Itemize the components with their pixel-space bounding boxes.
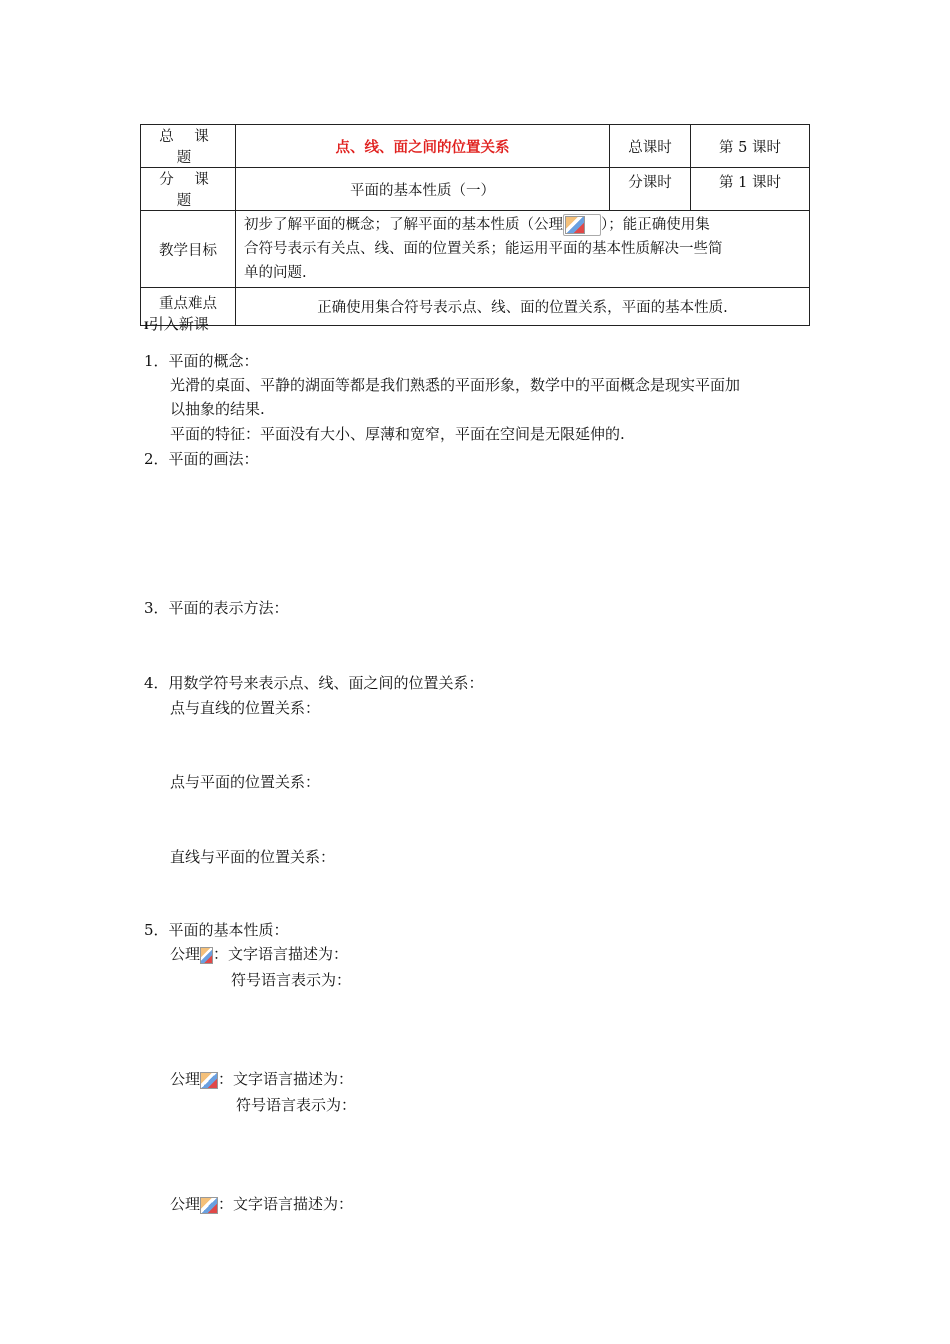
item-1-line-1: 光滑的桌面、平静的湖面等都是我们熟悉的平面形象，数学中的平面概念是现实平面加 <box>170 376 741 394</box>
key-points-label: 重点难点 <box>141 288 236 326</box>
broken-image-icon <box>200 1197 218 1214</box>
sub-topic-label: 分 课 题 <box>141 168 236 211</box>
axiom-1-text: 公理 ：文字语言描述为： <box>170 945 349 963</box>
axiom-2-symbol: 符号语言表示为： <box>236 1096 357 1114</box>
item-3-title: 3．平面的表示方法： <box>144 599 289 617</box>
sub-hours-value: 第 1 课时 <box>691 168 810 211</box>
section-title: I引入新课 <box>144 315 209 333</box>
lesson-title: 点、线、面之间的位置关系 <box>236 125 610 168</box>
sub-hours-label: 分课时 <box>610 168 691 211</box>
item-5-title: 5．平面的基本性质： <box>144 921 289 939</box>
broken-image-icon <box>563 214 601 236</box>
item-1-line-2: 以抽象的结果. <box>170 400 265 418</box>
key-points-text: 正确使用集合符号表示点、线、面的位置关系，平面的基本性质. <box>236 288 810 326</box>
broken-image-icon <box>200 947 213 964</box>
line-plane-relation: 直线与平面的位置关系： <box>170 848 336 866</box>
axiom-3-text: 公理 ：文字语言描述为： <box>170 1195 354 1213</box>
item-2-title: 2．平面的画法： <box>144 450 259 468</box>
point-plane-relation: 点与平面的位置关系： <box>170 773 321 791</box>
sub-topic-title: 平面的基本性质（一） <box>236 168 610 211</box>
total-topic-label: 总 课 题 <box>141 125 236 168</box>
teaching-goals-label: 教学目标 <box>141 211 236 288</box>
point-line-relation: 点与直线的位置关系： <box>170 699 321 717</box>
item-4-title: 4．用数学符号来表示点、线、面之间的位置关系： <box>144 674 484 692</box>
teaching-goals-text: 初步了解平面的概念；了解平面的基本性质（公理 ）；能正确使用集 合符号表示有关点、线、面的位置关系；能运用平面的基本性质解决一些简 单的问题. <box>236 211 810 288</box>
broken-image-icon <box>200 1072 218 1089</box>
total-hours-value: 第 5 课时 <box>691 125 810 168</box>
axiom-2-text: 公理 ：文字语言描述为： <box>170 1070 354 1088</box>
total-hours-label: 总课时 <box>610 125 691 168</box>
item-1-title: 1．平面的概念： <box>144 352 259 370</box>
item-1-features: 平面的特征：平面没有大小、厚薄和宽窄，平面在空间是无限延伸的. <box>170 425 625 443</box>
lesson-header-table <box>140 124 810 326</box>
axiom-1-symbol: 符号语言表示为： <box>231 971 352 989</box>
